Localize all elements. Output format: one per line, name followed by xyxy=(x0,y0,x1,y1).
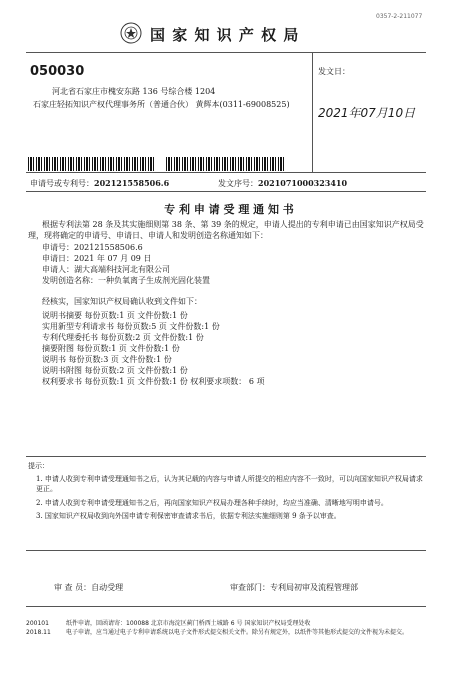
form-version: 2018.11 xyxy=(26,629,51,636)
ids-bottom-line xyxy=(26,191,426,192)
field-item: 申请日：2021 年 07 月 09 日 xyxy=(42,254,152,263)
footer-text xyxy=(66,619,432,637)
document-item: 说明书 每份页数:3 页 文件份数:1 份 xyxy=(42,355,172,364)
document-code: 0357-2-211077 xyxy=(376,13,423,20)
office-name: 国 家 知 识 产 权 局 xyxy=(150,26,300,44)
footer-codes xyxy=(26,619,51,637)
app-number-label: 申请号或专利号： xyxy=(30,179,94,188)
agency: 石家庄轻拓知识产权代理事务所（普通合伙） 黄辉本(0311-69008525) xyxy=(33,100,290,109)
frame-top-line xyxy=(26,52,426,53)
serial-row xyxy=(218,178,347,189)
document-item: 权利要求书 每份页数:1 页 文件份数:1 份 权利要求项数： 6 项 xyxy=(42,377,265,386)
document-item: 实用新型专利请求书 每份页数:5 页 文件份数:1 份 xyxy=(42,322,220,331)
form-code: 200101 xyxy=(26,620,49,627)
footer-line-electronic: 电子申请，应当通过电子专利申请系统以电子文件形式提交相关文件。除另有规定外，以纸件等其他形式提交的文件视为未提交。 xyxy=(66,629,409,636)
footer-top-line xyxy=(26,606,426,607)
note-item: 1. 申请人收到专利申请受理通知书之后，认为其记载的内容与申请人所提交的相应内容不一致时，可以向国家知识产权局请求更正。 xyxy=(36,475,423,493)
document-item: 专利代理委托书 每份页数:2 页 文件份数:1 份 xyxy=(42,333,204,342)
frame-divider xyxy=(312,52,313,172)
document-list xyxy=(42,310,432,387)
exam-department: 审查部门：专利局初审及流程管理部 xyxy=(230,583,358,592)
app-number-value: 202121558506.6 xyxy=(94,178,170,188)
notes-heading: 提示： xyxy=(28,462,49,470)
postcode: 050030 xyxy=(30,64,85,79)
send-date-handwritten: 2021年07月10日 xyxy=(318,106,416,120)
document-item: 摘要附图 每份页数:1 页 文件份数:1 份 xyxy=(42,344,180,353)
signoff-top-line xyxy=(26,550,426,551)
field-item: 申请号：202121558506.6 xyxy=(42,243,143,252)
field-list xyxy=(42,242,422,286)
intro-paragraph: 根据专利法第 28 条及其实施细则第 38 条、第 39 条的规定，申请人提出的专利申请已由国家知识产权局受理，现将确定的申请号、申请日、申请人和发明创造名称通知如下： xyxy=(28,220,424,240)
national-emblem-icon xyxy=(120,22,142,44)
serial-label: 发文序号： xyxy=(218,179,258,188)
note-item: 3. 国家知识产权局收到向外国申请专利保密审查请求书后，依据专利法实施细则第 9 条予以审查。 xyxy=(36,512,341,520)
send-date-label: 发文日： xyxy=(318,67,350,76)
note-item: 2. 申请人收到专利申请受理通知书之后，再向国家知识产权局办理各种手续时，均应当准确、清晰地写明申请号。 xyxy=(36,499,388,507)
examiner: 审 查 员：自动受理 xyxy=(54,583,124,592)
received-paragraph: 经核实，国家知识产权局确认收到文件如下： xyxy=(42,297,202,306)
address: 河北省石家庄市槐安东路 136 号综合楼 1204 xyxy=(52,87,216,96)
document-item: 说明书摘要 每份页数:1 页 文件份数:1 份 xyxy=(42,311,188,320)
frame-mid-line xyxy=(26,172,426,173)
app-number-row xyxy=(30,178,169,189)
document-item: 说明书附图 每份页数:2 页 文件份数:1 份 xyxy=(42,366,188,375)
barcode-left xyxy=(28,157,154,171)
notes-top-line xyxy=(26,456,426,457)
footer-line-paper: 纸件申请，回函请寄：100088 北京市海淀区蓟门桥西土城路 6 号 国家知识产权局受理处收 xyxy=(66,620,311,627)
field-item: 发明创造名称：一种负氧离子生成剂光固化装置 xyxy=(42,276,210,285)
serial-value: 2021071000323410 xyxy=(258,178,348,188)
notice-title: 专 利 申 请 受 理 通 知 书 xyxy=(164,203,294,216)
field-item: 申请人：湖大高端科技河北有限公司 xyxy=(42,265,170,274)
barcode-right xyxy=(166,157,286,171)
